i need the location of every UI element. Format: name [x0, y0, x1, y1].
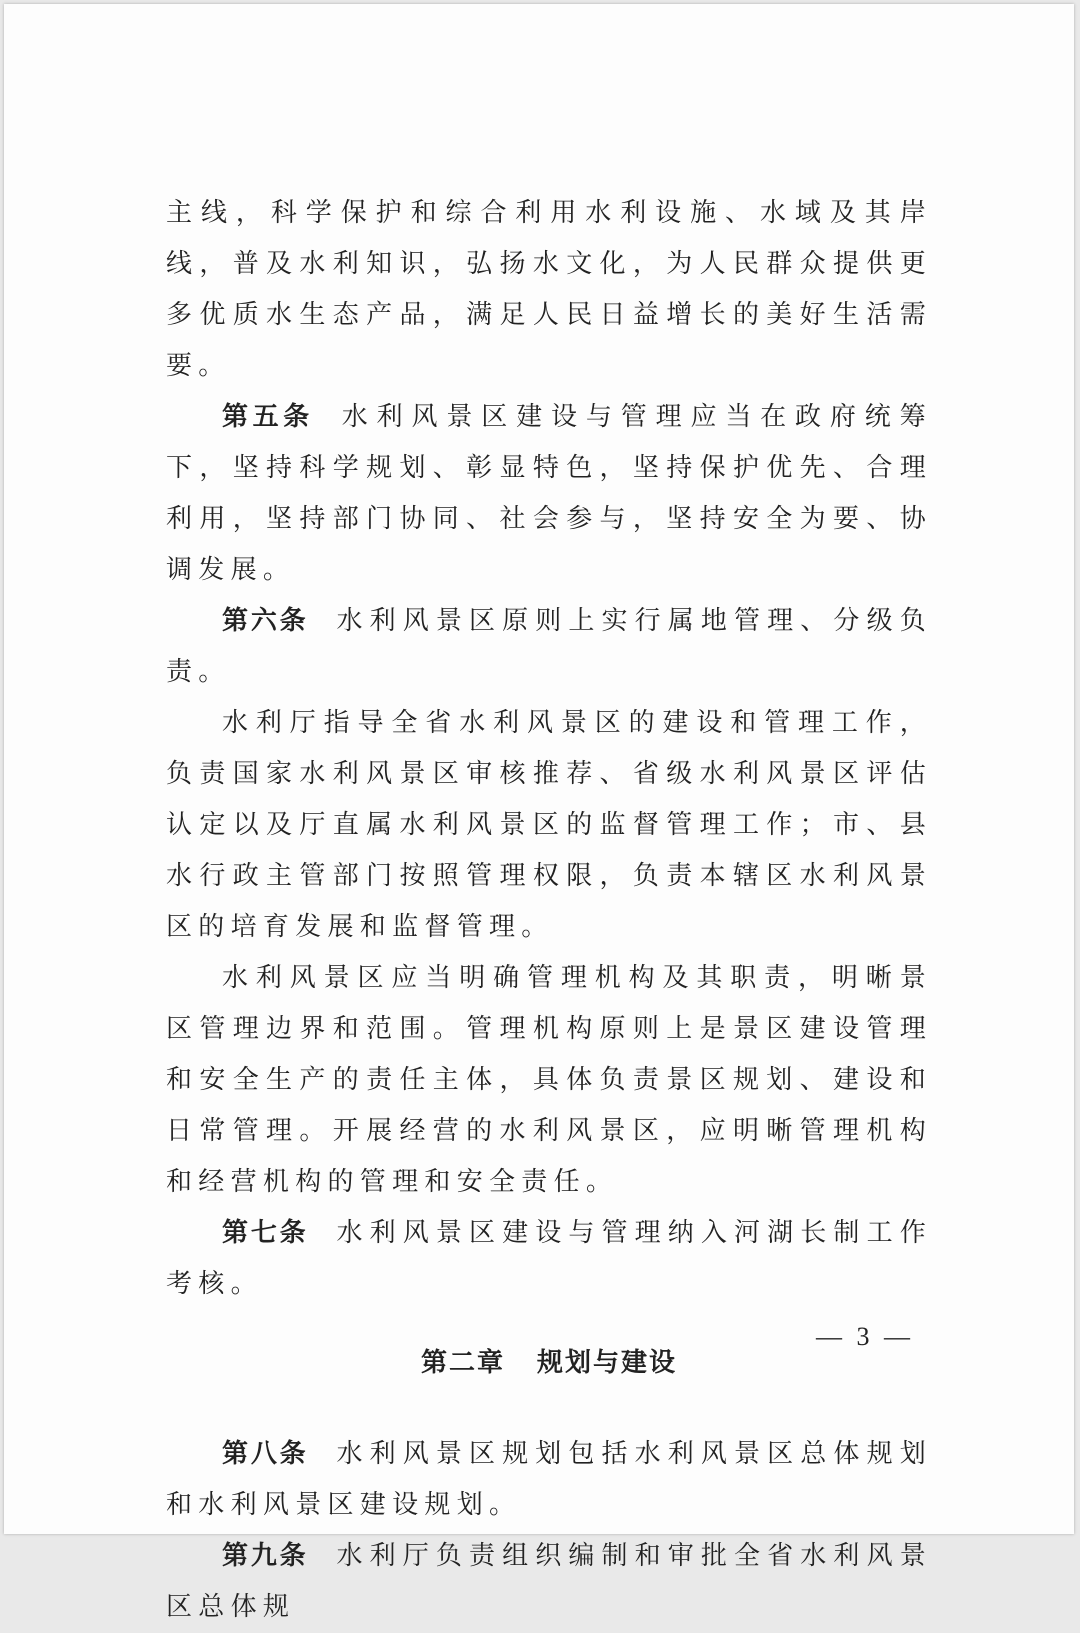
chapter-number: 第二章: [420, 1348, 505, 1378]
article-5: [166, 392, 932, 596]
article-7-text: 水利风景区建设与管理纳入河湖长制工作考核。: [166, 1218, 932, 1299]
document-page: [4, 4, 1074, 1622]
article-9: [166, 1531, 932, 1633]
chapter-title: 规划与建设: [537, 1348, 678, 1378]
article-6-label: 第六条: [222, 606, 309, 636]
article-8-text: 水利风景区规划包括水利风景区总体规划和水利风景区建设规划。: [166, 1439, 932, 1520]
continuation-paragraph: 主线，科学保护和综合利用水利设施、水域及其岸线，普及水利知识，弘扬水文化，为人民群众提供更多优质水生态产品，满足人民日益增长的美好生活需要。: [166, 198, 932, 381]
article-5-text: 水利风景区建设与管理应当在政府统筹下，坚持科学规划、彰显特色，坚持保护优先、合理利用，坚持部门协同、社会参与，坚持安全为要、协调发展。: [166, 402, 932, 585]
article-9-text: 水利厅负责组织编制和审批全省水利风景区总体规: [166, 1541, 932, 1622]
document-body: [166, 188, 932, 1633]
article-8-label: 第八条: [222, 1439, 309, 1469]
article-7: [166, 1208, 932, 1310]
article-8: [166, 1429, 932, 1531]
article-6-paragraph-2: 水利厅指导全省水利风景区的建设和管理工作，负责国家水利风景区审核推荐、省级水利风景区评估认定以及厅直属水利风景区的监督管理工作；市、县水行政主管部门按照管理权限，负责本辖区水利风景区的培育发展和监督管理。: [166, 708, 932, 942]
article-9-label: 第九条: [222, 1541, 309, 1571]
article-5-label: 第五条: [222, 402, 314, 432]
article-7-label: 第七条: [222, 1218, 309, 1248]
article-6-text: 水利风景区原则上实行属地管理、分级负责。: [166, 606, 932, 687]
article-6-paragraph-3: 水利风景区应当明确管理机构及其职责，明晰景区管理边界和范围。管理机构原则上是景区建设管理和安全生产的责任主体，具体负责景区规划、建设和日常管理。开展经营的水利风景区，应明晰管理机构和经营机构的管理和安全责任。: [166, 963, 932, 1197]
article-6: [166, 596, 932, 698]
page-number: — 3 —: [816, 1322, 914, 1351]
